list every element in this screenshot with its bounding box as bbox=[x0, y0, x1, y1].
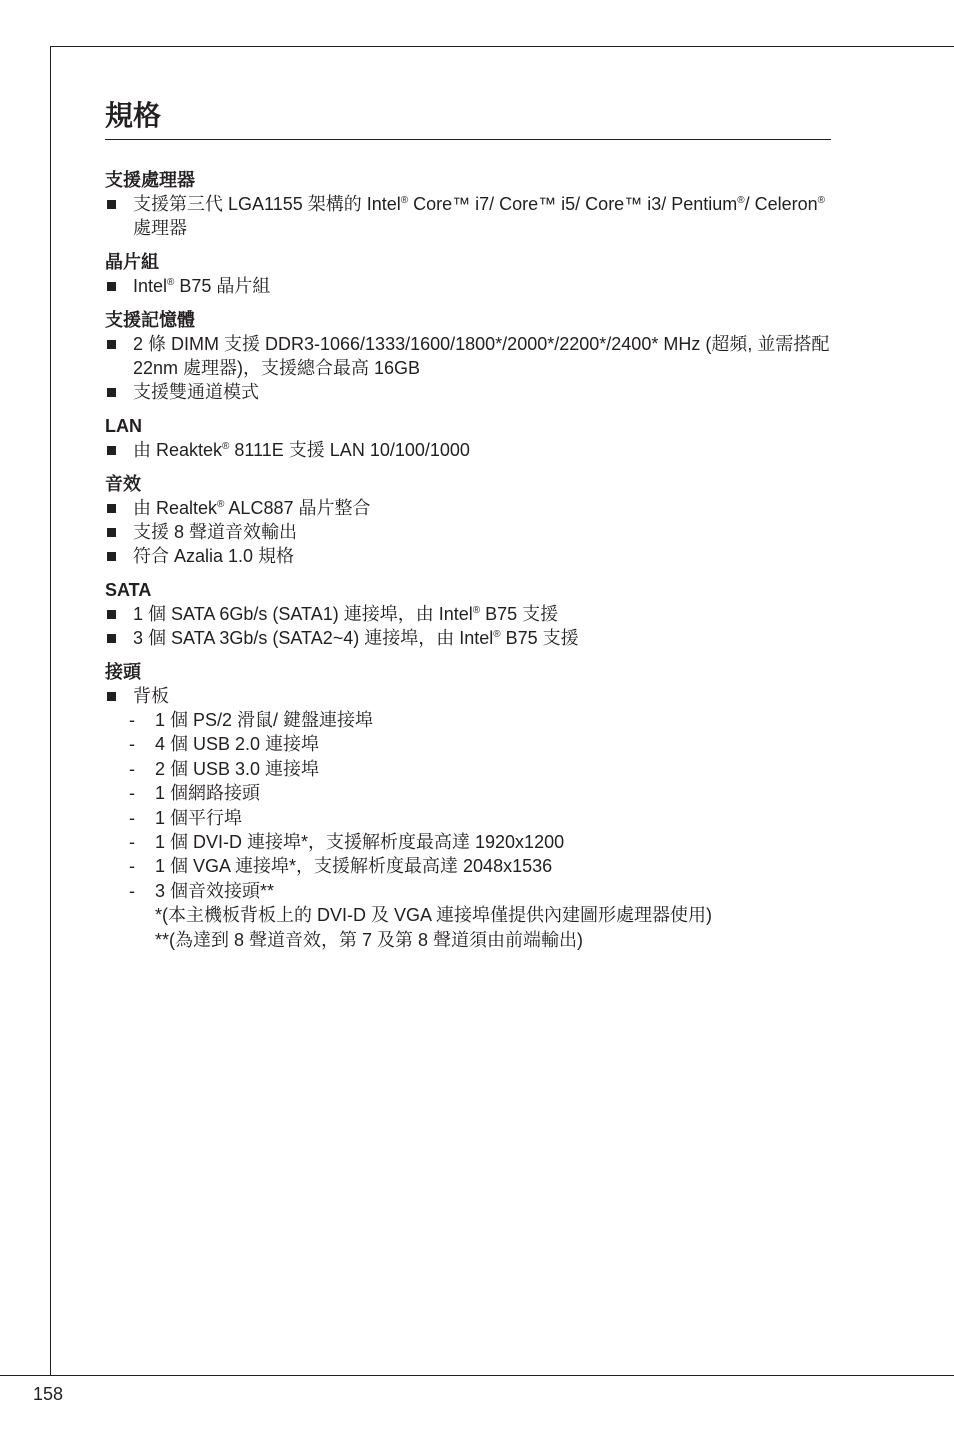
lan-text-a: 由 Reaktek bbox=[133, 440, 223, 460]
subitem-text: 1 個網路接頭 bbox=[155, 783, 261, 804]
dash-marker: - bbox=[129, 734, 135, 755]
list-item bbox=[129, 732, 831, 756]
list-item bbox=[105, 544, 831, 568]
memory-text: 2 條 DIMM 支援 DDR3-1066/1333/1600/1800*/2000*/2200*/2400* MHz (超頻, 並需搭配 22nm 處理器)，支援總合最高 16GB bbox=[133, 334, 830, 378]
registered-mark: ® bbox=[167, 277, 175, 288]
footnote-dvi-vga: *(本主機板背板上的 DVI-D 及 VGA 連接埠僅提供內建圖形處理器使用) bbox=[155, 905, 713, 926]
subitem-text: 2 個 USB 3.0 連接埠 bbox=[155, 758, 320, 779]
audio-text-b: ALC887 晶片整合 bbox=[224, 498, 371, 518]
list-item bbox=[105, 520, 831, 544]
cpu-text-c: / Celeron bbox=[744, 194, 818, 214]
subitem-text: 1 個 PS/2 滑鼠/ 鍵盤連接埠 bbox=[155, 710, 374, 730]
subitem-text: 1 個 VGA 連接埠*，支援解析度最高達 2048x1536 bbox=[155, 856, 553, 877]
list-item bbox=[129, 854, 831, 878]
frame-top-rule bbox=[50, 46, 954, 47]
list-item bbox=[129, 879, 831, 952]
bullet-square-icon bbox=[107, 610, 116, 619]
registered-mark: ® bbox=[817, 195, 826, 206]
section-title-connectors: 接頭 bbox=[105, 662, 141, 682]
sata-text-b: B75 支援 bbox=[480, 604, 559, 624]
section-sata bbox=[105, 578, 831, 650]
section-title-memory: 支援記憶體 bbox=[105, 310, 195, 330]
frame-left-rule bbox=[50, 46, 51, 1375]
section-audio bbox=[105, 472, 831, 568]
lan-text-b: 8111E 支援 LAN 10/100/1000 bbox=[229, 440, 470, 460]
sata-list bbox=[105, 602, 831, 650]
registered-mark: ® bbox=[472, 605, 481, 616]
registered-mark: ® bbox=[400, 195, 409, 206]
registered-mark: ® bbox=[493, 629, 501, 640]
subitem-text: 4 個 USB 2.0 連接埠 bbox=[155, 734, 320, 755]
dash-marker: - bbox=[129, 832, 135, 853]
dash-marker: - bbox=[129, 783, 135, 804]
section-title-chipset: 晶片組 bbox=[105, 252, 159, 272]
section-memory bbox=[105, 308, 831, 404]
list-item bbox=[105, 332, 831, 380]
backpanel-sublist bbox=[129, 708, 831, 952]
bullet-square-icon bbox=[107, 446, 116, 455]
list-item bbox=[129, 830, 831, 854]
registered-mark: ® bbox=[217, 499, 225, 510]
footnote-8ch-audio: **(為達到 8 聲道音效，第 7 及第 8 聲道須由前端輸出) bbox=[155, 929, 584, 950]
chipset-text-a: Intel bbox=[133, 276, 168, 296]
list-item bbox=[129, 757, 831, 781]
bullet-square-icon bbox=[107, 528, 116, 537]
cpu-text-b: Core™ i7/ Core™ i5/ Core™ i3/ Pentium bbox=[408, 194, 738, 214]
list-item bbox=[105, 496, 831, 520]
sata-text-b: B75 支援 bbox=[500, 628, 579, 648]
bullet-square-icon bbox=[107, 200, 116, 209]
page-title: 規格 bbox=[105, 100, 162, 131]
subitem-text: 3 個音效接頭** bbox=[155, 880, 275, 901]
dash-marker: - bbox=[129, 710, 135, 730]
audio-text: 符合 Azalia 1.0 規格 bbox=[133, 546, 295, 566]
backpanel-label: 背板 bbox=[133, 686, 169, 706]
section-cpu bbox=[105, 168, 831, 240]
cpu-text-a: 支援第三代 LGA1155 架構的 Intel bbox=[133, 194, 401, 214]
registered-mark: ® bbox=[737, 195, 745, 206]
section-lan bbox=[105, 414, 831, 462]
list-item bbox=[105, 380, 831, 404]
dash-marker: - bbox=[129, 758, 135, 779]
dash-marker: - bbox=[129, 807, 135, 828]
cpu-text-d: 處理器 bbox=[133, 218, 187, 238]
dash-marker: - bbox=[129, 856, 135, 877]
bullet-square-icon bbox=[107, 692, 116, 701]
list-item bbox=[129, 708, 831, 732]
chipset-list bbox=[105, 274, 831, 298]
section-title-lan: LAN bbox=[105, 416, 142, 436]
sata-text-a: 1 個 SATA 6Gb/s (SATA1) 連接埠，由 Intel bbox=[133, 604, 473, 624]
list-item bbox=[105, 192, 831, 240]
registered-mark: ® bbox=[222, 441, 230, 452]
section-title-sata: SATA bbox=[105, 580, 152, 600]
bullet-square-icon bbox=[107, 552, 116, 561]
title-rule bbox=[105, 139, 831, 140]
section-title-cpu: 支援處理器 bbox=[105, 170, 195, 190]
page-number: 158 bbox=[33, 1384, 64, 1404]
lan-list bbox=[105, 438, 831, 462]
bullet-square-icon bbox=[107, 504, 116, 513]
bullet-square-icon bbox=[107, 282, 116, 291]
audio-list bbox=[105, 496, 831, 568]
bullet-square-icon bbox=[107, 388, 116, 397]
list-item bbox=[105, 684, 831, 952]
spec-content bbox=[105, 96, 831, 962]
subitem-text: 1 個平行埠 bbox=[155, 807, 243, 828]
section-title-audio: 音效 bbox=[105, 474, 141, 494]
audio-text: 支援 8 聲道音效輸出 bbox=[133, 522, 298, 542]
audio-text-a: 由 Realtek bbox=[133, 498, 218, 518]
sata-text-a: 3 個 SATA 3Gb/s (SATA2~4) 連接埠，由 Intel bbox=[133, 628, 494, 648]
list-item bbox=[129, 781, 831, 805]
memory-text: 支援雙通道模式 bbox=[133, 382, 259, 402]
section-chipset bbox=[105, 250, 831, 298]
list-item bbox=[129, 806, 831, 830]
cpu-list bbox=[105, 192, 831, 240]
dash-marker: - bbox=[129, 880, 135, 901]
list-item bbox=[105, 626, 831, 650]
list-item bbox=[105, 602, 831, 626]
bullet-square-icon bbox=[107, 634, 116, 643]
memory-list bbox=[105, 332, 831, 404]
frame-bottom-rule bbox=[0, 1375, 954, 1376]
subitem-text: 1 個 DVI-D 連接埠*，支援解析度最高達 1920x1200 bbox=[155, 832, 565, 853]
section-connectors bbox=[105, 660, 831, 952]
bullet-square-icon bbox=[107, 340, 116, 349]
connectors-list bbox=[105, 684, 831, 952]
list-item bbox=[105, 438, 831, 462]
list-item bbox=[105, 274, 831, 298]
chipset-text-b: B75 晶片組 bbox=[174, 276, 271, 296]
